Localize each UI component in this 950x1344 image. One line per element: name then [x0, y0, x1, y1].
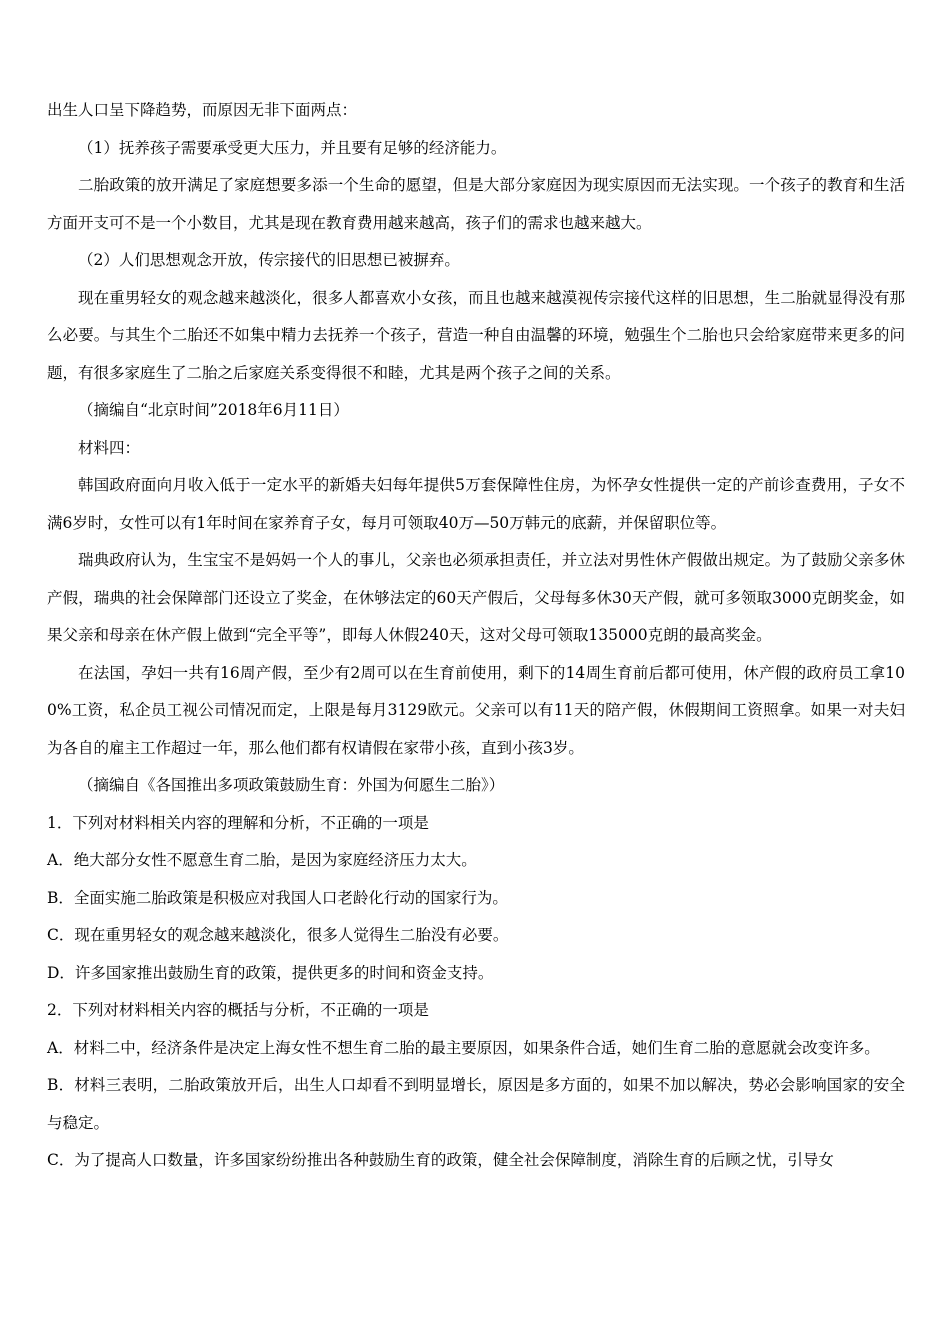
- paragraph-19: C．为了提高人口数量，许多国家纷纷推出各种鼓励生育的政策，健全社会保障制度，消除生育的后顾之忧，引导女: [47, 1151, 834, 1169]
- paragraph-11: 1．下列对材料相关内容的理解和分析，不正确的一项是: [47, 813, 429, 832]
- paragraph-3: （2）人们思想观念开放，传宗接代的旧思想已被摒弃。: [78, 251, 460, 269]
- paragraph-9: 在法国，孕妇一共有16周产假，至少有2周可以在生育前使用，剩下的14周生育前后都可使用，休产假的政府员工拿100%工资，私企员工视公司情况而定，上限是每月3129欧元。父亲可以有11天的陪产假，休假期间工资照拿。如果一对夫妇为各自的雇主工作超过一年，那么他们都有权请假在家带小孩，直到小孩3岁。: [47, 663, 905, 757]
- paragraph-13: B．全面实施二胎政策是积极应对我国人口老龄化行动的国家行为。: [47, 888, 508, 907]
- paragraph-18: B．材料三表明，二胎政策放开后，出生人口却看不到明显增长，原因是多方面的，如果不加以解决，势必会影响国家的安全与稳定。: [47, 1076, 905, 1132]
- paragraph-2: 二胎政策的放开满足了家庭想要多添一个生命的愿望，但是大部分家庭因为现实原因而无法实现。一个孩子的教育和生活方面开支可不是一个小数目，尤其是现在教育费用越来越高，孩子们的需求也越来越大。: [47, 176, 905, 232]
- paragraph-1: （1）抚养孩子需要承受更大压力，并且要有足够的经济能力。: [78, 138, 507, 157]
- paragraph-5: （摘编自“北京时间”2018年6月11日）: [78, 401, 349, 419]
- paragraph-10: （摘编自《各国推出多项政策鼓励生育：外国为何愿生二胎》）: [78, 776, 505, 794]
- document-body: [47, 92, 905, 1180]
- paragraph-14: C．现在重男轻女的观念越来越淡化，很多人觉得生二胎没有必要。: [47, 926, 509, 944]
- paragraph-12: A．绝大部分女性不愿意生育二胎，是因为家庭经济压力太大。: [47, 851, 477, 869]
- paragraph-6: 材料四：: [78, 438, 141, 457]
- paragraph-4: 现在重男轻女的观念越来越淡化，很多人都喜欢小女孩，而且也越来越漠视传宗接代这样的旧思想，生二胎就显得没有那么必要。与其生个二胎还不如集中精力去抚养一个孩子，营造一种自由温馨的环境，勉强生个二胎也只会给家庭带来更多的问题，有很多家庭生了二胎之后家庭关系变得很不和睦，尤其是两个孩子之间的关系。: [47, 288, 905, 382]
- paragraph-7: 韩国政府面向月收入低于一定水平的新婚夫妇每年提供5万套保障性住房，为怀孕女性提供一定的产前诊查费用，子女不满6岁时，女性可以有1年时间在家养育子女，每月可领取40万—50万韩元的底薪，并保留职位等。: [47, 476, 905, 532]
- paragraph-17: A．材料二中，经济条件是决定上海女性不想生育二胎的最主要原因，如果条件合适，她们生育二胎的意愿就会改变许多。: [47, 1038, 880, 1057]
- paragraph-8: 瑞典政府认为，生宝宝不是妈妈一个人的事儿，父亲也必须承担责任，并立法对男性休产假做出规定。为了鼓励父亲多休产假，瑞典的社会保障部门还设立了奖金，在休够法定的60天产假后，父母每多休30天产假，就可多领取3000克朗奖金，如果父亲和母亲在休产假上做到“完全平等”，即每人休假240天，这对父母可领取135000克朗的最高奖金。: [47, 551, 905, 644]
- paragraph-15: D．许多国家推出鼓励生育的政策，提供更多的时间和资金支持。: [47, 963, 494, 982]
- paragraph-16: 2．下列对材料相关内容的概括与分析，不正确的一项是: [47, 1001, 429, 1019]
- paragraph-0: 出生人口呈下降趋势，而原因无非下面两点：: [47, 101, 358, 119]
